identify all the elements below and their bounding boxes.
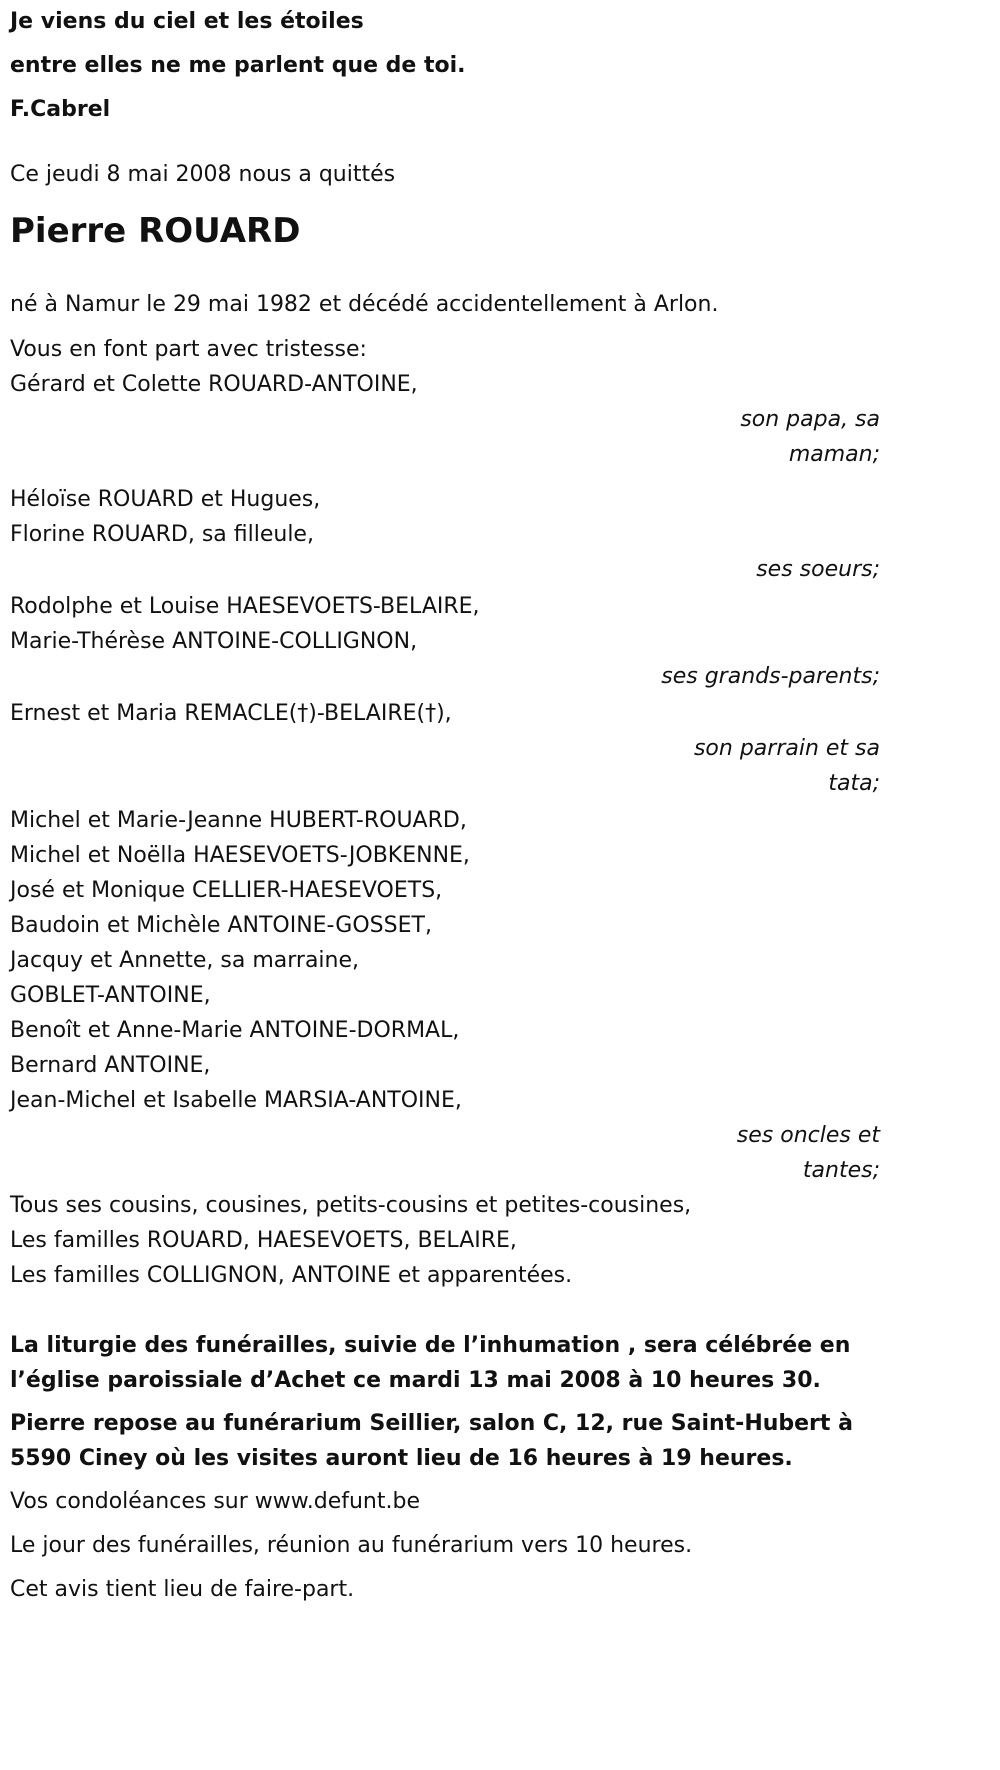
family-group-grandparents bbox=[10, 589, 880, 694]
family-name-line: Héloïse ROUARD et Hugues, bbox=[10, 487, 321, 512]
family-name-line: Michel et Marie-Jeanne HUBERT-ROUARD, bbox=[10, 808, 467, 833]
family-name-line: GOBLET-ANTOINE, bbox=[10, 983, 211, 1008]
relation-label: son papa, sa maman; bbox=[740, 407, 880, 467]
other-relatives-line: Les familles ROUARD, HAESEVOETS, BELAIRE, bbox=[10, 1228, 517, 1253]
liturgy-text: La liturgie des funérailles, suivie de l’inhumation , sera célébrée en l’église paroissiale d’Achet ce mardi 13 mai 2008 à 10 heures 30. bbox=[10, 1333, 851, 1393]
announce-text: Vous en font part avec tristesse: bbox=[10, 337, 367, 362]
obituary-content bbox=[10, 0, 880, 1607]
family-group-sisters bbox=[10, 482, 880, 587]
family-name-line: Jacquy et Annette, sa marraine, bbox=[10, 948, 360, 973]
family-name-line: José et Monique CELLIER-HAESEVOETS, bbox=[10, 878, 443, 903]
quote-line-2: entre elles ne me parlent que de toi. bbox=[10, 53, 466, 78]
family-name-line: Jean-Michel et Isabelle MARSIA-ANTOINE, bbox=[10, 1088, 462, 1113]
relation-label: ses oncles et tantes; bbox=[736, 1123, 880, 1183]
family-name-line: Bernard ANTOINE, bbox=[10, 1053, 211, 1078]
quote-line-1: Je viens du ciel et les étoiles bbox=[10, 9, 364, 34]
family-name-line: Marie-Thérèse ANTOINE-COLLIGNON, bbox=[10, 629, 418, 654]
notice-text: Cet avis tient lieu de faire-part. bbox=[10, 1577, 355, 1602]
birth-text: né à Namur le 29 mai 1982 et décédé accidentellement à Arlon. bbox=[10, 292, 719, 317]
condolences-text: Vos condoléances sur www.defunt.be bbox=[10, 1489, 420, 1514]
relation-label: ses grands-parents; bbox=[661, 664, 880, 689]
other-relatives-line: Tous ses cousins, cousines, petits-cousins et petites-cousines, bbox=[10, 1193, 692, 1218]
family-name-line: Florine ROUARD, sa filleule, bbox=[10, 522, 314, 547]
family-group-uncles-aunts bbox=[10, 803, 880, 1188]
family-name-line: Benoît et Anne-Marie ANTOINE-DORMAL, bbox=[10, 1018, 460, 1043]
family-name-line: Baudoin et Michèle ANTOINE-GOSSET, bbox=[10, 913, 432, 938]
quote-author: F.Cabrel bbox=[10, 97, 111, 122]
family-name-line: Ernest et Maria REMACLE(†)-BELAIRE(†), bbox=[10, 701, 452, 726]
intro-text: Ce jeudi 8 mai 2008 nous a quittés bbox=[10, 162, 396, 187]
family-name-line: Gérard et Colette ROUARD-ANTOINE, bbox=[10, 372, 418, 397]
family-group-parents bbox=[10, 367, 880, 472]
deceased-name: Pierre ROUARD bbox=[10, 211, 301, 251]
relation-label: ses soeurs; bbox=[756, 557, 880, 582]
relation-label: son parrain et sa tata; bbox=[693, 736, 880, 796]
family-group-godfather bbox=[10, 696, 880, 801]
meeting-text: Le jour des funérailles, réunion au funérarium vers 10 heures. bbox=[10, 1533, 693, 1558]
other-relatives bbox=[10, 1188, 880, 1293]
family-name-line: Rodolphe et Louise HAESEVOETS-BELAIRE, bbox=[10, 594, 480, 619]
funeral-home-text: Pierre repose au funérarium Seillier, salon C, 12, rue Saint-Hubert à 5590 Ciney où les visites auront lieu de 16 heures à 19 heures. bbox=[10, 1411, 853, 1471]
family-name-line: Michel et Noëlla HAESEVOETS-JOBKENNE, bbox=[10, 843, 470, 868]
quote-block bbox=[10, 0, 880, 132]
other-relatives-line: Les familles COLLIGNON, ANTOINE et apparentées. bbox=[10, 1263, 573, 1288]
